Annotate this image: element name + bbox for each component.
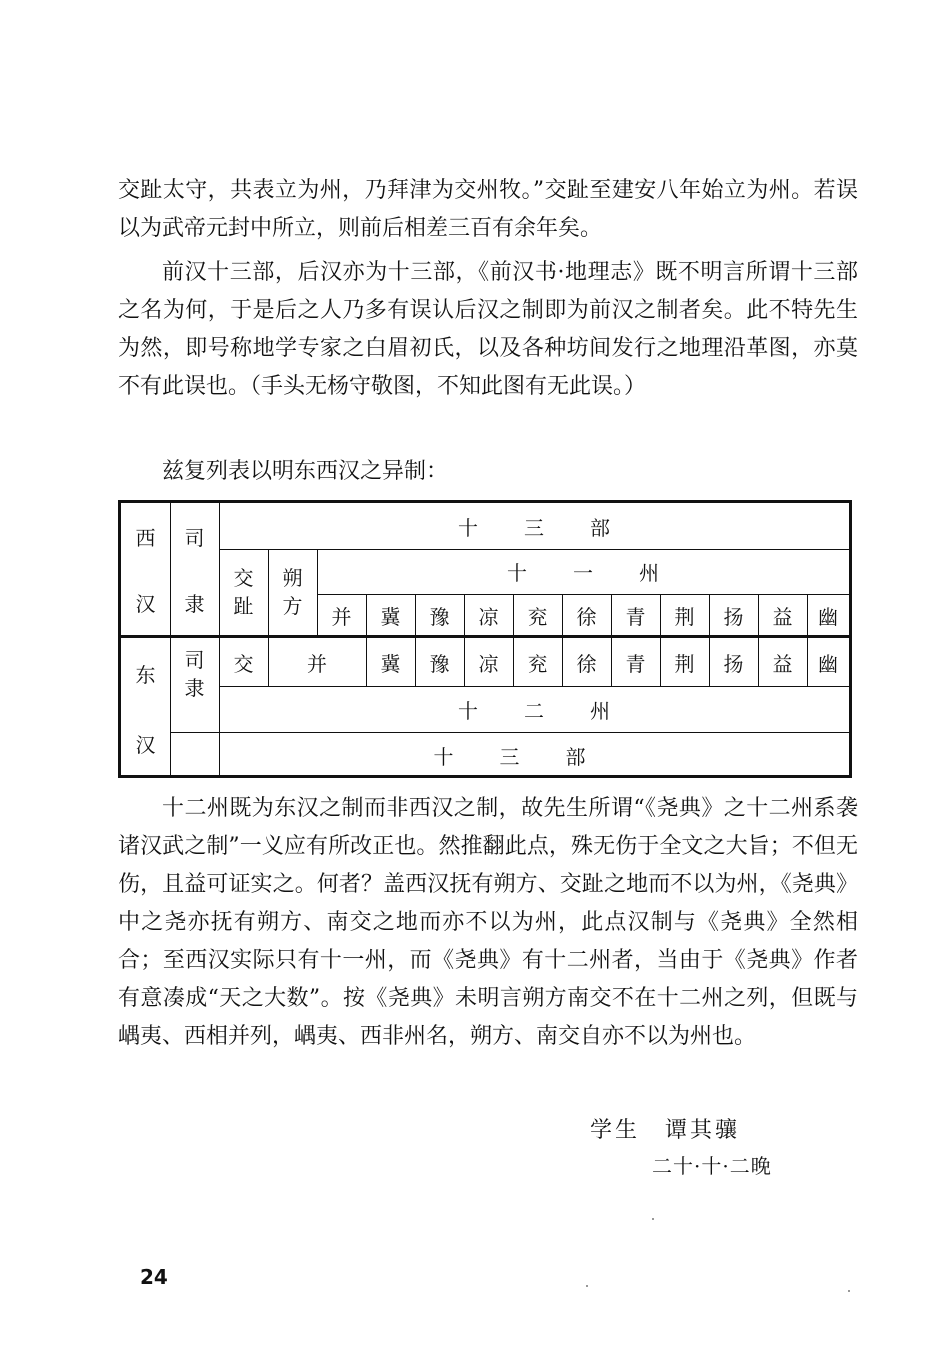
scan-speck: [586, 1285, 588, 1287]
east-thirteen-bu: 十三部: [433, 744, 632, 769]
east-province: 交: [233, 651, 254, 676]
west-eleven-zhou: 十一州: [507, 561, 705, 585]
west-han-char-1: 西: [135, 525, 156, 550]
west-province: 扬: [723, 604, 744, 629]
east-province: 扬: [723, 651, 744, 676]
west-sili-char-2: 隶: [184, 591, 205, 616]
west-province: 青: [625, 604, 646, 629]
page-number: 24: [140, 1265, 168, 1289]
west-province: 冀: [380, 604, 401, 629]
west-province: 荆: [674, 604, 695, 629]
scan-speck: [652, 1218, 654, 1220]
west-province: 徐: [576, 604, 597, 629]
west-shuofang: [268, 549, 317, 635]
west-han-char-2: 汉: [135, 591, 156, 616]
signature: 学生 谭其骧: [590, 1118, 741, 1143]
west-jiaozhi: [219, 549, 268, 635]
west-province: 并: [331, 604, 352, 629]
west-province: 益: [772, 604, 793, 629]
east-province: 益: [772, 651, 793, 676]
west-jiaozhi-char-1: 交: [233, 566, 254, 590]
paragraph-4: 十二州既为东汉之制而非西汉之制，故先生所谓“《尧典》之十二州系袭诸汉武之制”一义应有所改正也。然推翻此点，殊无伤于全文之大旨；不但无伤，且益可证实之。何者？盖西汉抚有朔方、交趾之地而不以为州，《尧典》中之尧亦抚有朔方、南交之地而亦不以为州，此点汉制与《尧典》全然相合；至西汉实际只有十一州，而《尧典》有十二州者，当由于《尧典》作者有意凑成“天之大数”。按《尧典》未明言朔方南交不在十二州之列，但既与嵎夷、西相并列，嵎夷、西非州名，朔方、南交自亦不以为州也。: [118, 796, 858, 1049]
paragraph-1: 交趾太守，共表立为州，乃拜津为交州牧。”交趾至建安八年始立为州。若误以为武帝元封中所立，则前后相差三百有余年矣。: [118, 178, 858, 241]
west-jiaozhi-char-2: 趾: [233, 594, 254, 618]
west-province: 幽: [818, 604, 838, 629]
east-twelve-zhou: 十二州: [458, 698, 656, 723]
comparison-table: [118, 500, 852, 778]
east-province: 青: [625, 651, 646, 676]
east-sili: [170, 638, 219, 732]
west-thirteen-bu: 十三部: [458, 515, 656, 540]
paragraph-2: 前汉十三部，后汉亦为十三部，《前汉书·地理志》既不明言所谓十三部之名为何，于是后之人乃多有误认后汉之制即为前汉之制者矣。此不特先生为然，即号称地学专家之白眉初氏，以及各种坊间发行之地理沿革图，亦莫不有此误也。（手头无杨守敬图，不知此图有无此误。）: [118, 260, 858, 399]
west-sili-char-1: 司: [184, 525, 205, 550]
east-province: 徐: [576, 651, 597, 676]
east-sili-char-2: 隶: [184, 676, 205, 700]
west-shuofang-char-2: 方: [282, 594, 303, 618]
east-province: 幽: [818, 651, 838, 676]
date-line: 二十·十·二晚: [652, 1154, 772, 1178]
east-province: 并: [307, 651, 327, 676]
east-han-char-2: 汉: [135, 732, 156, 757]
paragraph-3: 兹复列表以明东西汉之异制：: [162, 459, 449, 484]
west-province: 豫: [429, 604, 450, 629]
east-province: 冀: [380, 651, 401, 676]
east-province: 豫: [429, 651, 450, 676]
west-province: 兖: [527, 604, 548, 629]
east-han-char-1: 东: [135, 662, 156, 687]
west-shuofang-char-1: 朔: [282, 566, 303, 590]
east-province: 荆: [674, 651, 695, 676]
east-sili-char-1: 司: [184, 648, 205, 672]
east-province: 兖: [527, 651, 548, 676]
west-province: 凉: [478, 604, 499, 629]
scan-speck: [848, 1290, 850, 1292]
east-province: 凉: [478, 651, 499, 676]
